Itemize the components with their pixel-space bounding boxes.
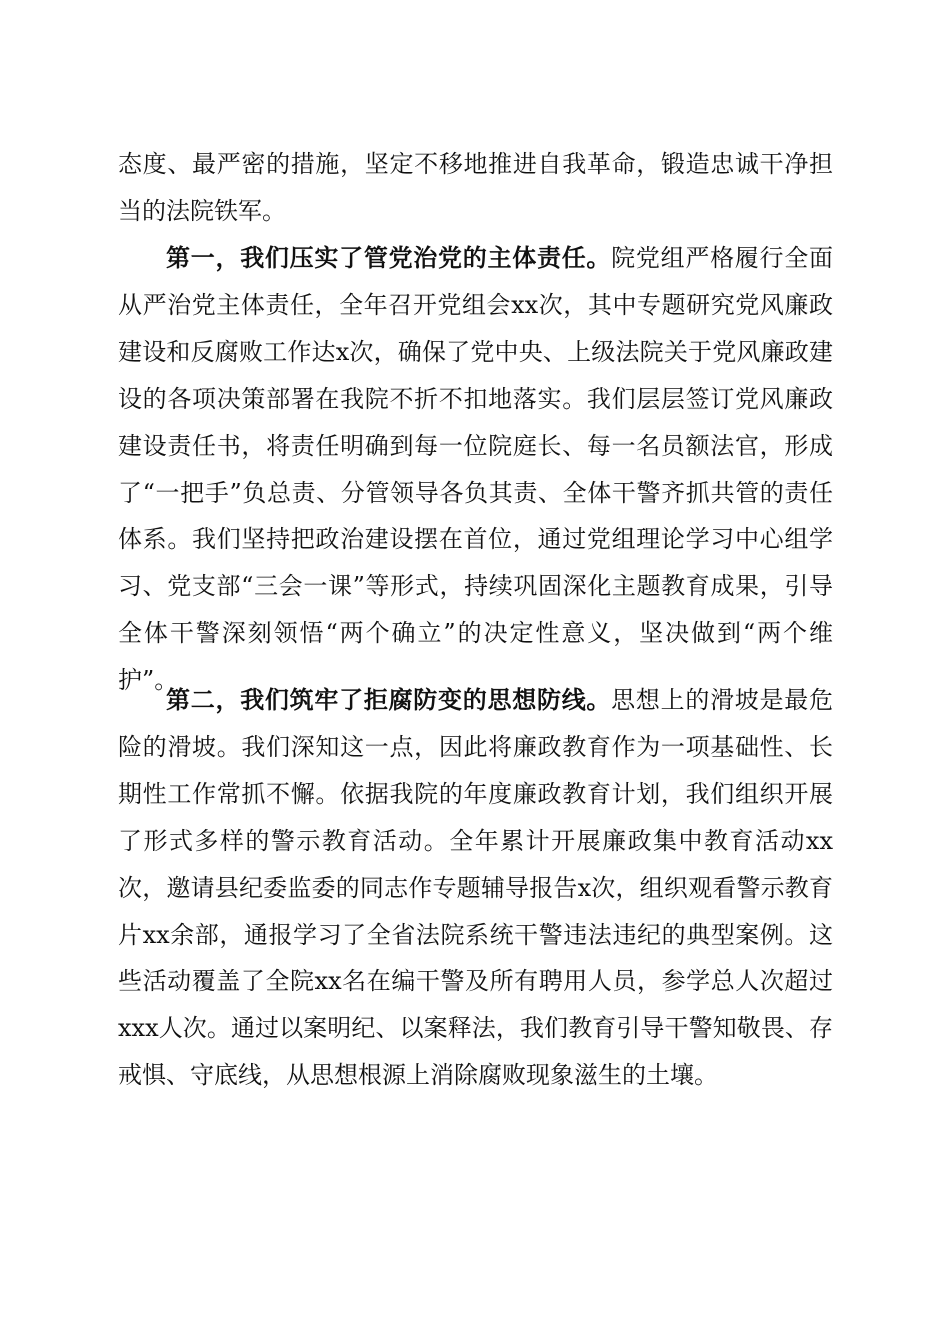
paragraph-3-lead: 第二，我们筑牢了拒腐防变的思想防线。 (166, 685, 612, 714)
paragraph-2-lead: 第一，我们压实了管党治党的主体责任。 (166, 243, 612, 272)
paragraph-1-body: 态度、最严密的措施，坚定不移地推进自我革命，锻造忠诚干净担当的法院铁军。 (118, 150, 833, 225)
paragraph-3-body: 思想上的滑坡是最危险的滑坡。我们深知这一点，因此将廉政教育作为一项基础性、长期性工作常抓不懈。依据我院的年度廉政教育计划，我们组织开展了形式多样的警示教育活动。全年累计开展廉政集中教育活动xx次，邀请县纪委监委的同志作专题辅导报告x次，组织观看警示教育片xx余部，通报学习了全省法院系统干警违法违纪的典型案例。这些活动覆盖了全院xx名在编干警及所有聘用人员，参学总人次超过xxx人次。通过以案明纪、以案释法，我们教育引导干警知敬畏、存戒惧、守底线，从思想根源上消除腐败现象滋生的土壤。 (118, 686, 834, 1090)
paragraph-section-one (118, 235, 833, 704)
paragraph-2-body: 院党组严格履行全面从严治党主体责任，全年召开党组会xx次，其中专题研究党风廉政建设和反腐败工作达x次，确保了党中央、上级法院关于党风廉政建设的各项决策部署在我院不折不扣地落实。我们层层签订党风廉政建设责任书，将责任明确到每一位院庭长、每一名员额法官，形成了“一把手”负总责、分管领导各负其责、全体干警齐抓共管的责任体系。我们坚持把政治建设摆在首位，通过党组理论学习中心组学习、党支部“三会一课”等形式，持续巩固深化主题教育成果，引导全体干警深刻领悟“两个确立”的决定性意义，坚决做到“两个维护”。 (118, 244, 834, 695)
paragraph-section-two (118, 677, 833, 1099)
paragraph-2 (118, 235, 833, 704)
paragraph-continuation (118, 141, 833, 235)
paragraph-3 (118, 677, 833, 1099)
paragraph-1 (118, 141, 833, 235)
